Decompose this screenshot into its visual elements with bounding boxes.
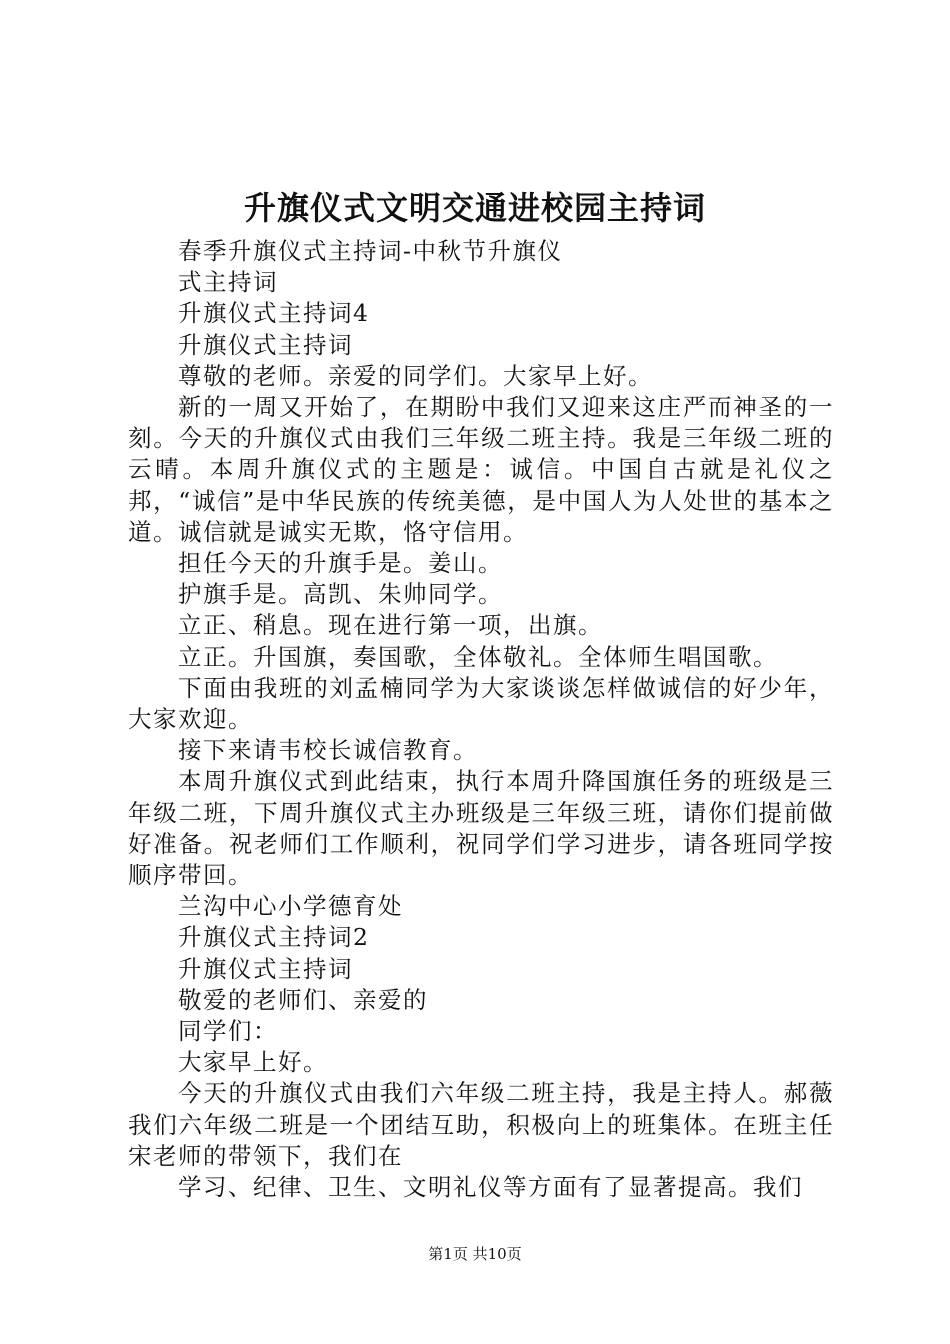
paragraph: 立正。升国旗，奏国歌，全体敬礼。全体师生唱国歌。 [178, 642, 778, 671]
paragraph: 升旗仪式主持词 [178, 954, 353, 983]
document-title: 升旗仪式文明交通进校园主持词 [243, 189, 706, 227]
paragraph: 同学们： [178, 1017, 278, 1046]
paragraph: 下面由我班的刘孟楠同学为大家谈谈怎样做诚信的好少年，大家欢迎。 [128, 673, 834, 734]
paragraph: 本周升旗仪式到此结束，执行本周升降国旗任务的班级是三年级二班，下周升旗仪式主办班级是三年级三班，请你们提前做好准备。祝老师们工作顺利，祝同学们学习进步，请各班同学按顺序带回。 [128, 767, 834, 890]
page-number-footer: 第1页 共10页 [428, 1245, 522, 1263]
paragraph: 尊敬的老师。亲爱的同学们。大家早上好。 [178, 361, 653, 390]
paragraph: 新的一周又开始了，在期盼中我们又迎来这庄严而神圣的一刻。今天的升旗仪式由我们三年级二班主持。我是三年级二班的云晴。本周升旗仪式的主题是：诚信。中国自古就是礼仪之邦，“诚信”是中华民族的传统美德，是中国人为人处世的基本之道。诚信就是诚实无欺，恪守信用。 [128, 393, 834, 546]
document-body [128, 236, 834, 1203]
paragraph: 护旗手是。高凯、朱帅同学。 [178, 580, 503, 609]
paragraph: 担任今天的升旗手是。姜山。 [178, 549, 503, 578]
paragraph: 升旗仪式主持词2 [178, 923, 370, 952]
paragraph: 学习、纪律、卫生、文明礼仪等方面有了显著提高。我们 [178, 1173, 803, 1202]
paragraph: 升旗仪式主持词 [178, 330, 353, 359]
paragraph: 立正、稍息。现在进行第一项，出旗。 [178, 611, 603, 640]
paragraph: 式主持词 [178, 268, 278, 297]
paragraph: 春季升旗仪式主持词-中秋节升旗仪 [178, 237, 563, 265]
paragraph: 大家早上好。 [178, 1048, 328, 1077]
paragraph: 兰沟中心小学德育处 [178, 892, 403, 921]
paragraph: 敬爱的老师们、亲爱的 [178, 985, 428, 1014]
paragraph: 接下来请韦校长诚信教育。 [178, 736, 478, 765]
paragraph: 升旗仪式主持词4 [178, 299, 370, 328]
paragraph: 今天的升旗仪式由我们六年级二班主持，我是主持人。郝薇我们六年级二班是一个团结互助，积极向上的班集体。在班主任宋老师的带领下，我们在 [128, 1079, 834, 1170]
